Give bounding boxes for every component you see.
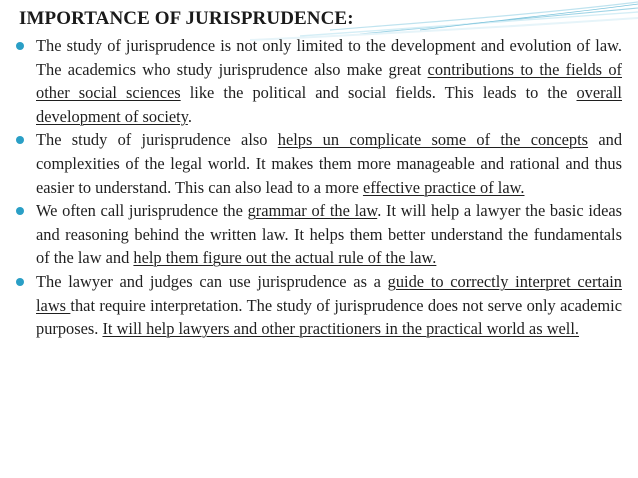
- bullet-text: .: [187, 106, 192, 126]
- underlined-phrase: effective practice of law.: [362, 177, 525, 197]
- bullet-text: . It will help a lawyer the basic ideas and reasoning behind the written law. It helps them better understand the fundamentals of the law and: [36, 201, 623, 268]
- bullet-text: The study of jurisprudence also: [36, 130, 278, 150]
- underlined-phrase: contributions to the fields of other social sciences: [36, 59, 622, 103]
- bullet-item: [16, 128, 622, 199]
- bullet-item: [16, 34, 622, 128]
- underlined-phrase: guide to correctly interpret certain laws: [36, 271, 622, 315]
- underlined-phrase: grammar of the law: [247, 201, 378, 221]
- bullet-text: and complexities of the legal world. It makes them more manageable and rational and thus easier to understand. This can also lead to a more: [36, 130, 623, 197]
- bullet-marker-icon: [16, 278, 24, 286]
- bullet-text: that require interpretation. The study of jurisprudence does not serve only academic purposes.: [36, 295, 622, 339]
- bullet-text: like the political and social fields. This leads to the: [180, 83, 577, 103]
- bullet-text: The lawyer and judges can use jurisprudence as a: [36, 271, 388, 291]
- slide-title: IMPORTANCE OF JURISPRUDENCE:: [19, 8, 354, 29]
- bullet-marker-icon: [16, 136, 24, 144]
- underlined-phrase: It will help lawyers and other practitioners in the practical world as well.: [102, 319, 580, 339]
- bullet-text: We often call jurisprudence the: [36, 201, 248, 221]
- bullet-list: [16, 34, 622, 341]
- underlined-phrase: helps un complicate some of the concepts: [277, 130, 589, 150]
- bullet-text: The study of jurisprudence is not only limited to the development and evolution of law. The academics who study jurisprudence also make great: [36, 36, 622, 79]
- underlined-phrase: help them figure out the actual rule of the law.: [133, 248, 437, 268]
- bullet-marker-icon: [16, 42, 24, 50]
- bullet-item: [16, 199, 622, 270]
- bullet-marker-icon: [16, 207, 24, 215]
- underlined-phrase: overall development of society: [36, 83, 622, 126]
- bullet-item: [16, 270, 622, 341]
